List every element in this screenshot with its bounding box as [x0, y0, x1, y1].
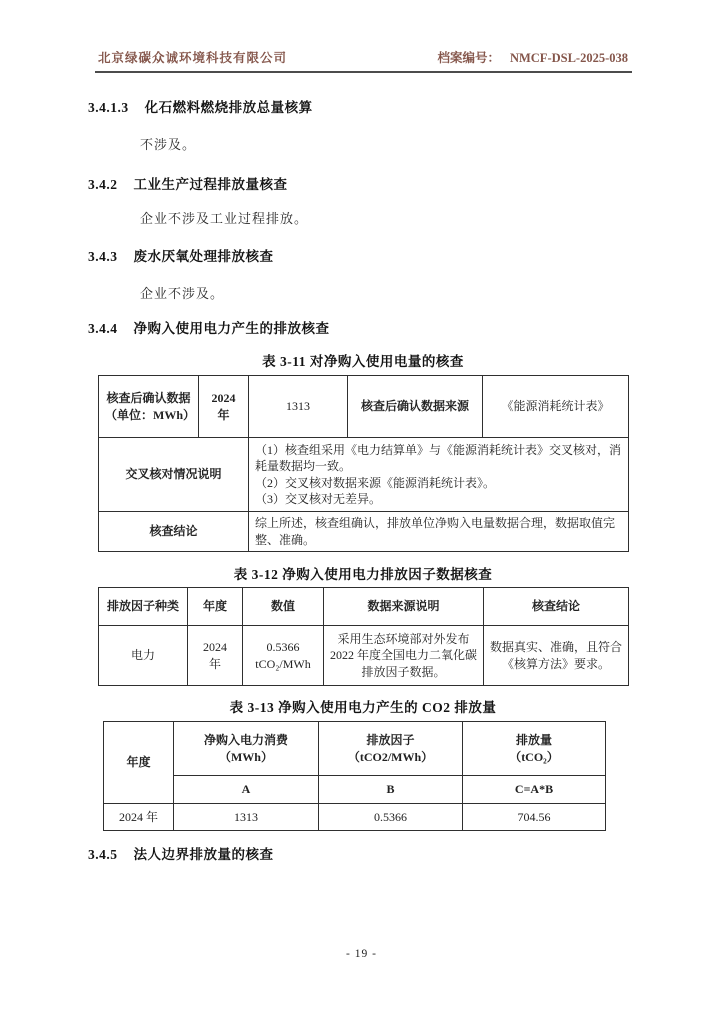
emission-cell: 704.56 [463, 804, 606, 831]
cross-check-item-1: （1）核查组采用《电力结算单》与《能源消耗统计表》交叉核对，消耗量数据均一致。 [255, 443, 622, 474]
data-source-label: 核查后确认数据来源 [348, 376, 483, 438]
confirmed-data-label: 核查后确认数据（单位：MWh） [99, 376, 199, 438]
source-cell: 采用生态环境部对外发布 2022 年度全国电力二氧化碳排放因子数据。 [324, 626, 484, 686]
heading-3-4-2 [88, 173, 288, 193]
page-header [98, 48, 628, 66]
col-header-emission [463, 722, 606, 776]
consumption-cell: 1313 [174, 804, 319, 831]
conclusion-cell: 数据真实、准确，且符合《核算方法》要求。 [484, 626, 629, 686]
col-header-value: 数值 [243, 588, 324, 626]
heading-3-4-5 [88, 843, 274, 863]
electricity-value-cell: 1313 [249, 376, 348, 438]
table-header-row [99, 588, 629, 626]
table-row [99, 626, 629, 686]
factor-unit: tCO₂/MWh [255, 656, 311, 671]
col-header-year: 年度 [104, 722, 174, 804]
code-c: C=A*B [463, 776, 606, 804]
heading-title: 净购入使用电力产生的排放核查 [133, 321, 330, 336]
col-header-factor-type: 排放因子种类 [99, 588, 188, 626]
verification-conclusion-label: 核查结论 [99, 512, 249, 552]
cross-check-item-2: （2）交叉核对数据来源《能源消耗统计表》。 [255, 475, 496, 490]
factor-type-cell: 电力 [99, 626, 188, 686]
page-number: - 19 - [346, 948, 377, 960]
code-b: B [319, 776, 463, 804]
formula-code-row [104, 776, 606, 804]
heading-3-4-1-3 [88, 96, 313, 116]
heading-number: 3.4.4 [88, 321, 118, 336]
archive-label: 档案编号： [437, 51, 500, 65]
year-cell: 2024 年 [104, 804, 174, 831]
header-divider [95, 71, 632, 73]
heading-number: 3.4.5 [88, 847, 118, 862]
table-3-12-caption: 表 3-12 净购入使用电力排放因子数据核查 [233, 567, 493, 582]
heading-number: 3.4.2 [88, 177, 118, 192]
year-cell [188, 626, 243, 686]
paragraph-3-4-2: 企业不涉及工业过程排放。 [140, 211, 309, 226]
col-header-source: 数据来源说明 [324, 588, 484, 626]
cross-check-content [249, 438, 629, 512]
table-3-13 [103, 721, 606, 831]
table-3-12 [98, 587, 629, 686]
data-source-value: 《能源消耗统计表》 [483, 376, 629, 438]
col-header-factor [319, 722, 463, 776]
header-line2: （tCO2/MWh） [347, 749, 434, 764]
header-line1: 净购入电力消费 [203, 733, 288, 748]
heading-title: 工业生产过程排放量核查 [133, 177, 288, 192]
heading-number: 3.4.3 [88, 249, 118, 264]
table-row [99, 376, 629, 438]
header-line1: 排放因子 [366, 733, 415, 748]
year-unit: 年 [217, 407, 230, 422]
header-line2: （tCO₂） [509, 749, 559, 764]
col-header-year: 年度 [188, 588, 243, 626]
code-a: A [174, 776, 319, 804]
year-unit: 年 [208, 656, 221, 671]
verification-conclusion-text: 综上所述，核查组确认，排放单位净购入电量数据合理，数据取值完整、准确。 [249, 512, 629, 552]
paragraph-3-4-1-3: 不涉及。 [140, 137, 197, 152]
year-number: 2024 [211, 391, 236, 406]
table-3-11-caption: 表 3-11 对净购入使用电量的核查 [262, 354, 464, 369]
archive-value: NMCF-DSL-2025-038 [509, 51, 628, 65]
table-3-13-caption: 表 3-13 净购入使用电力产生的 CO2 排放量 [229, 700, 497, 715]
heading-3-4-4 [88, 317, 330, 337]
heading-title: 废水厌氧处理排放核查 [133, 249, 274, 264]
table-3-11 [98, 375, 629, 552]
company-name: 北京绿碳众诚环境科技有限公司 [98, 51, 288, 65]
header-line2: （MWh） [218, 749, 273, 764]
factor-value-cell [243, 626, 324, 686]
factor-number: 0.5366 [266, 640, 300, 655]
heading-title: 法人边界排放量的核查 [133, 847, 274, 862]
factor-cell: 0.5366 [319, 804, 463, 831]
cross-check-label: 交叉核对情况说明 [99, 438, 249, 512]
year-number: 2024 [203, 640, 227, 655]
table-header-row [104, 722, 606, 776]
header-line1: 排放量 [515, 733, 552, 748]
heading-number: 3.4.1.3 [88, 100, 129, 115]
cross-check-item-3: （3）交叉核对无差异。 [255, 491, 382, 506]
paragraph-3-4-3: 企业不涉及。 [140, 286, 225, 301]
table-row [104, 804, 606, 831]
table-row [99, 512, 629, 552]
year-cell [199, 376, 249, 438]
heading-title: 化石燃料燃烧排放总量核算 [144, 100, 313, 115]
table-row [99, 438, 629, 512]
col-header-conclusion: 核查结论 [484, 588, 629, 626]
archive-number [437, 48, 628, 66]
heading-3-4-3 [88, 245, 274, 265]
col-header-consumption [174, 722, 319, 776]
